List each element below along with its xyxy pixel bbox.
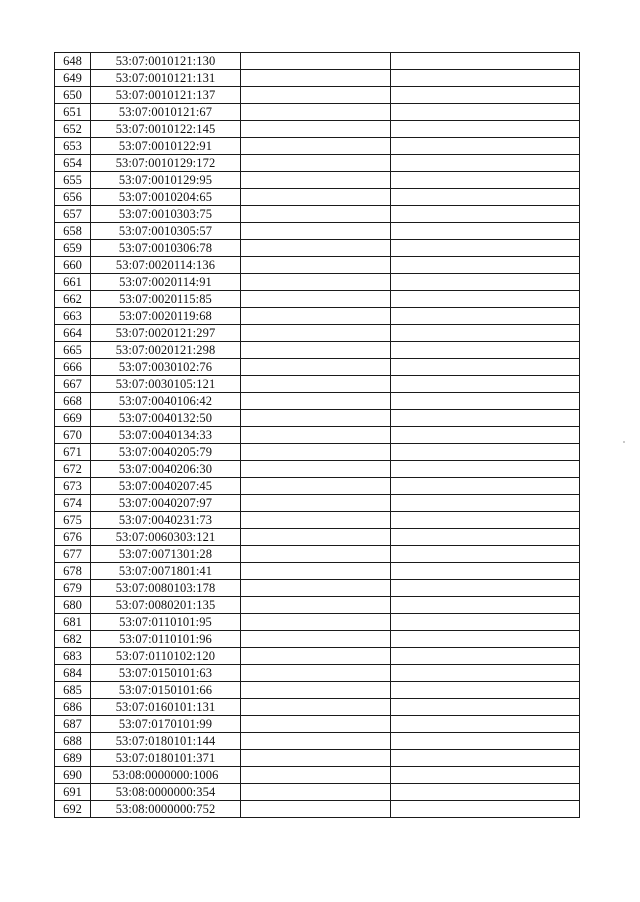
empty-cell-4 — [391, 750, 580, 767]
empty-cell-4 — [391, 461, 580, 478]
empty-cell-3 — [241, 393, 391, 410]
empty-cell-4 — [391, 529, 580, 546]
empty-cell-3 — [241, 682, 391, 699]
cadastral-number-cell: 53:07:0040231:73 — [91, 512, 241, 529]
table-row — [55, 546, 580, 563]
cadastral-number-cell: 53:07:0010121:67 — [91, 104, 241, 121]
row-number-cell: 670 — [55, 427, 91, 444]
cadastral-number-cell: 53:07:0040207:97 — [91, 495, 241, 512]
empty-cell-4 — [391, 274, 580, 291]
cadastral-number-cell: 53:07:0040132:50 — [91, 410, 241, 427]
empty-cell-3 — [241, 529, 391, 546]
row-number-cell: 680 — [55, 597, 91, 614]
cadastral-number-cell: 53:08:0000000:752 — [91, 801, 241, 818]
cadastral-number-cell: 53:07:0010303:75 — [91, 206, 241, 223]
table-row — [55, 342, 580, 359]
empty-cell-4 — [391, 376, 580, 393]
row-number-cell: 657 — [55, 206, 91, 223]
cadastral-number-cell: 53:07:0080201:135 — [91, 597, 241, 614]
empty-cell-4 — [391, 121, 580, 138]
empty-cell-4 — [391, 359, 580, 376]
empty-cell-3 — [241, 767, 391, 784]
row-number-cell: 668 — [55, 393, 91, 410]
empty-cell-3 — [241, 325, 391, 342]
row-number-cell: 663 — [55, 308, 91, 325]
table-row — [55, 291, 580, 308]
cadastral-number-cell: 53:07:0020121:297 — [91, 325, 241, 342]
table-row — [55, 512, 580, 529]
empty-cell-3 — [241, 70, 391, 87]
table-row — [55, 529, 580, 546]
cadastral-number-cell: 53:07:0180101:144 — [91, 733, 241, 750]
row-number-cell: 671 — [55, 444, 91, 461]
row-number-cell: 652 — [55, 121, 91, 138]
table-row — [55, 597, 580, 614]
empty-cell-4 — [391, 495, 580, 512]
row-number-cell: 667 — [55, 376, 91, 393]
empty-cell-3 — [241, 291, 391, 308]
table-row — [55, 750, 580, 767]
cadastral-number-cell: 53:07:0150101:66 — [91, 682, 241, 699]
cadastral-number-cell: 53:07:0010121:131 — [91, 70, 241, 87]
table-row — [55, 87, 580, 104]
table-row — [55, 240, 580, 257]
row-number-cell: 661 — [55, 274, 91, 291]
empty-cell-3 — [241, 138, 391, 155]
empty-cell-3 — [241, 121, 391, 138]
empty-cell-4 — [391, 393, 580, 410]
table-row — [55, 206, 580, 223]
row-number-cell: 664 — [55, 325, 91, 342]
table-row — [55, 767, 580, 784]
cadastral-number-cell: 53:07:0110101:95 — [91, 614, 241, 631]
row-number-cell: 659 — [55, 240, 91, 257]
row-number-cell: 684 — [55, 665, 91, 682]
empty-cell-3 — [241, 53, 391, 70]
row-number-cell: 685 — [55, 682, 91, 699]
empty-cell-3 — [241, 699, 391, 716]
empty-cell-3 — [241, 750, 391, 767]
empty-cell-4 — [391, 240, 580, 257]
empty-cell-4 — [391, 206, 580, 223]
row-number-cell: 673 — [55, 478, 91, 495]
empty-cell-4 — [391, 546, 580, 563]
table-row — [55, 410, 580, 427]
empty-cell-3 — [241, 155, 391, 172]
empty-cell-3 — [241, 580, 391, 597]
row-number-cell: 655 — [55, 172, 91, 189]
table-row — [55, 189, 580, 206]
cadastral-number-cell: 53:07:0020115:85 — [91, 291, 241, 308]
cadastral-number-cell: 53:07:0020114:136 — [91, 257, 241, 274]
cadastral-number-cell: 53:07:0080103:178 — [91, 580, 241, 597]
row-number-cell: 662 — [55, 291, 91, 308]
table-row — [55, 138, 580, 155]
empty-cell-3 — [241, 563, 391, 580]
empty-cell-3 — [241, 648, 391, 665]
cadastral-number-cell: 53:07:0110102:120 — [91, 648, 241, 665]
table-row — [55, 223, 580, 240]
cadastral-number-cell: 53:07:0180101:371 — [91, 750, 241, 767]
empty-cell-3 — [241, 172, 391, 189]
row-number-cell: 677 — [55, 546, 91, 563]
table-row — [55, 784, 580, 801]
empty-cell-3 — [241, 733, 391, 750]
empty-cell-3 — [241, 257, 391, 274]
table-row — [55, 716, 580, 733]
row-number-cell: 665 — [55, 342, 91, 359]
empty-cell-4 — [391, 784, 580, 801]
empty-cell-3 — [241, 461, 391, 478]
empty-cell-4 — [391, 291, 580, 308]
empty-cell-4 — [391, 563, 580, 580]
table-row — [55, 563, 580, 580]
table-row — [55, 580, 580, 597]
table-row — [55, 359, 580, 376]
table-row — [55, 665, 580, 682]
table-row — [55, 444, 580, 461]
empty-cell-4 — [391, 138, 580, 155]
row-number-cell: 692 — [55, 801, 91, 818]
cadastral-number-cell: 53:08:0000000:1006 — [91, 767, 241, 784]
cadastral-number-cell: 53:07:0020119:68 — [91, 308, 241, 325]
row-number-cell: 669 — [55, 410, 91, 427]
cadastral-number-cell: 53:07:0040106:42 — [91, 393, 241, 410]
cadastral-number-cell: 53:08:0000000:354 — [91, 784, 241, 801]
row-number-cell: 674 — [55, 495, 91, 512]
empty-cell-3 — [241, 342, 391, 359]
empty-cell-4 — [391, 87, 580, 104]
empty-cell-4 — [391, 665, 580, 682]
row-number-cell: 679 — [55, 580, 91, 597]
row-number-cell: 648 — [55, 53, 91, 70]
empty-cell-4 — [391, 733, 580, 750]
empty-cell-4 — [391, 325, 580, 342]
row-number-cell: 683 — [55, 648, 91, 665]
empty-cell-3 — [241, 614, 391, 631]
cadastral-number-cell: 53:07:0020114:91 — [91, 274, 241, 291]
cadastral-number-cell: 53:07:0040205:79 — [91, 444, 241, 461]
empty-cell-4 — [391, 342, 580, 359]
table-row — [55, 733, 580, 750]
cadastral-number-cell: 53:07:0040206:30 — [91, 461, 241, 478]
table-row — [55, 70, 580, 87]
cadastral-number-cell: 53:07:0010122:145 — [91, 121, 241, 138]
row-number-cell: 691 — [55, 784, 91, 801]
table-row — [55, 699, 580, 716]
table-row — [55, 121, 580, 138]
empty-cell-4 — [391, 155, 580, 172]
row-number-cell: 650 — [55, 87, 91, 104]
cadastral-number-cell: 53:07:0010305:57 — [91, 223, 241, 240]
row-number-cell: 675 — [55, 512, 91, 529]
row-number-cell: 688 — [55, 733, 91, 750]
empty-cell-4 — [391, 53, 580, 70]
cadastral-number-cell: 53:07:0030105:121 — [91, 376, 241, 393]
row-number-cell: 649 — [55, 70, 91, 87]
row-number-cell: 689 — [55, 750, 91, 767]
empty-cell-3 — [241, 801, 391, 818]
empty-cell-3 — [241, 716, 391, 733]
empty-cell-4 — [391, 257, 580, 274]
cadastral-number-cell: 53:07:0060303:121 — [91, 529, 241, 546]
cadastral-number-cell: 53:07:0010204:65 — [91, 189, 241, 206]
table-row — [55, 614, 580, 631]
table-row — [55, 801, 580, 818]
row-number-cell: 690 — [55, 767, 91, 784]
scan-speck — [623, 441, 625, 443]
table-row — [55, 308, 580, 325]
row-number-cell: 686 — [55, 699, 91, 716]
row-number-cell: 682 — [55, 631, 91, 648]
table-row — [55, 631, 580, 648]
empty-cell-4 — [391, 682, 580, 699]
cadastral-number-cell: 53:07:0150101:63 — [91, 665, 241, 682]
cadastral-number-cell: 53:07:0160101:131 — [91, 699, 241, 716]
empty-cell-4 — [391, 801, 580, 818]
row-number-cell: 687 — [55, 716, 91, 733]
cadastral-number-cell: 53:07:0071301:28 — [91, 546, 241, 563]
empty-cell-3 — [241, 478, 391, 495]
cadastral-number-cell: 53:07:0010129:172 — [91, 155, 241, 172]
row-number-cell: 658 — [55, 223, 91, 240]
table-row — [55, 172, 580, 189]
empty-cell-4 — [391, 308, 580, 325]
empty-cell-3 — [241, 308, 391, 325]
cadastral-number-cell: 53:07:0010129:95 — [91, 172, 241, 189]
row-number-cell: 681 — [55, 614, 91, 631]
empty-cell-3 — [241, 87, 391, 104]
empty-cell-4 — [391, 699, 580, 716]
empty-cell-3 — [241, 495, 391, 512]
cadastral-number-cell: 53:07:0040207:45 — [91, 478, 241, 495]
empty-cell-4 — [391, 614, 580, 631]
row-number-cell: 654 — [55, 155, 91, 172]
empty-cell-3 — [241, 376, 391, 393]
row-number-cell: 653 — [55, 138, 91, 155]
cadastral-number-cell: 53:07:0170101:99 — [91, 716, 241, 733]
row-number-cell: 666 — [55, 359, 91, 376]
empty-cell-4 — [391, 597, 580, 614]
table-row — [55, 495, 580, 512]
row-number-cell: 660 — [55, 257, 91, 274]
empty-cell-4 — [391, 189, 580, 206]
empty-cell-4 — [391, 716, 580, 733]
empty-cell-3 — [241, 410, 391, 427]
table-body — [55, 53, 580, 818]
cadastral-number-cell: 53:07:0071801:41 — [91, 563, 241, 580]
empty-cell-3 — [241, 189, 391, 206]
empty-cell-4 — [391, 631, 580, 648]
empty-cell-3 — [241, 359, 391, 376]
empty-cell-4 — [391, 427, 580, 444]
empty-cell-4 — [391, 478, 580, 495]
empty-cell-4 — [391, 223, 580, 240]
table-row — [55, 427, 580, 444]
cadastral-number-cell: 53:07:0020121:298 — [91, 342, 241, 359]
empty-cell-3 — [241, 240, 391, 257]
row-number-cell: 651 — [55, 104, 91, 121]
table-row — [55, 393, 580, 410]
empty-cell-3 — [241, 631, 391, 648]
empty-cell-3 — [241, 274, 391, 291]
cadastral-number-cell: 53:07:0010122:91 — [91, 138, 241, 155]
table-row — [55, 682, 580, 699]
cadastral-number-cell: 53:07:0010121:130 — [91, 53, 241, 70]
cadastral-number-cell: 53:07:0010121:137 — [91, 87, 241, 104]
empty-cell-3 — [241, 444, 391, 461]
row-number-cell: 678 — [55, 563, 91, 580]
cadastral-number-cell: 53:07:0030102:76 — [91, 359, 241, 376]
empty-cell-4 — [391, 444, 580, 461]
empty-cell-3 — [241, 206, 391, 223]
empty-cell-4 — [391, 512, 580, 529]
empty-cell-4 — [391, 767, 580, 784]
table-row — [55, 53, 580, 70]
empty-cell-4 — [391, 648, 580, 665]
row-number-cell: 672 — [55, 461, 91, 478]
empty-cell-4 — [391, 580, 580, 597]
empty-cell-3 — [241, 104, 391, 121]
cadastral-table — [54, 52, 580, 818]
cadastral-number-cell: 53:07:0110101:96 — [91, 631, 241, 648]
empty-cell-3 — [241, 665, 391, 682]
row-number-cell: 656 — [55, 189, 91, 206]
table-row — [55, 325, 580, 342]
table-row — [55, 478, 580, 495]
empty-cell-4 — [391, 104, 580, 121]
empty-cell-3 — [241, 784, 391, 801]
empty-cell-3 — [241, 223, 391, 240]
table-row — [55, 648, 580, 665]
cadastral-number-cell: 53:07:0040134:33 — [91, 427, 241, 444]
cadastral-number-cell: 53:07:0010306:78 — [91, 240, 241, 257]
table-row — [55, 155, 580, 172]
empty-cell-3 — [241, 546, 391, 563]
row-number-cell: 676 — [55, 529, 91, 546]
empty-cell-3 — [241, 597, 391, 614]
table-row — [55, 376, 580, 393]
empty-cell-4 — [391, 172, 580, 189]
empty-cell-3 — [241, 512, 391, 529]
empty-cell-4 — [391, 410, 580, 427]
empty-cell-3 — [241, 427, 391, 444]
table-row — [55, 257, 580, 274]
table-row — [55, 104, 580, 121]
table-row — [55, 274, 580, 291]
table-row — [55, 461, 580, 478]
empty-cell-4 — [391, 70, 580, 87]
